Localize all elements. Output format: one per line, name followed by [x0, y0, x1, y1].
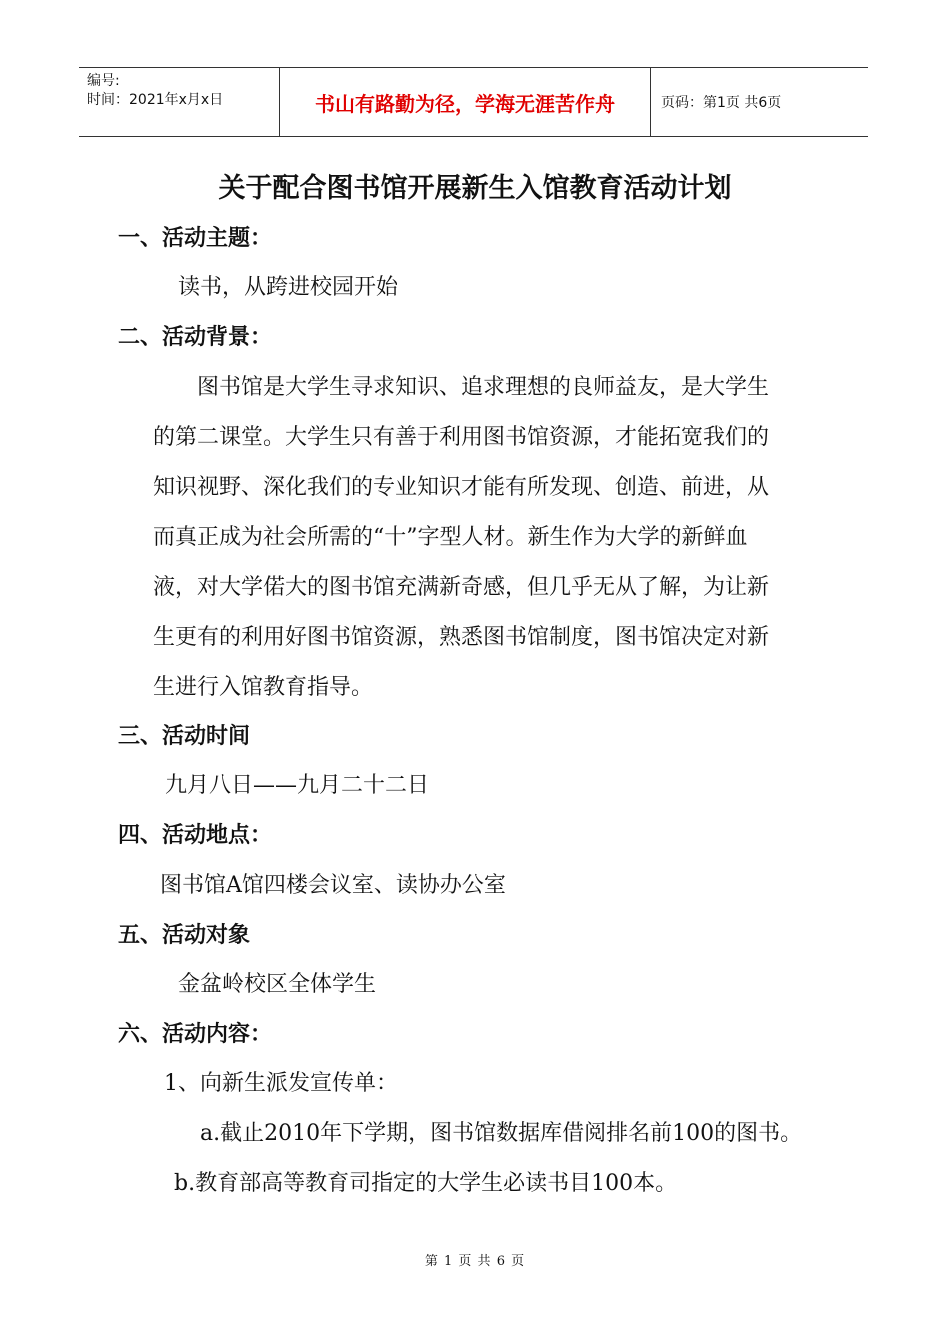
page-header [79, 67, 868, 137]
document-number-label: 编号: [87, 73, 120, 89]
content-item-1: 1、向新生派发宣传单： [164, 1071, 398, 1096]
document-time-label: 时间：2021年x月x日 [87, 92, 224, 108]
content-item-a: a.截止2010年下学期，图书馆数据库借阅排名前100的图书。 [200, 1121, 803, 1146]
paragraph-line: 而真正成为社会所需的“十”字型人材。新生作为大学的新鲜血 [153, 525, 748, 550]
header-page-info: 页码：第1页 共6页 [661, 95, 782, 111]
paragraph-line: 的第二课堂。大学生只有善于利用图书馆资源，才能拓宽我们的 [153, 425, 770, 450]
paragraph-line: 生进行入馆教育指导。 [153, 675, 374, 700]
header-motto: 书山有路勤为径，学海无涯苦作舟 [315, 91, 615, 116]
header-meta [79, 68, 280, 136]
paragraph-line: 知识视野、深化我们的专业知识才能有所发现、创造、前进，从 [153, 475, 770, 500]
section-heading-content: 六、活动内容： [118, 1022, 273, 1047]
section-heading-location: 四、活动地点： [118, 823, 273, 848]
paragraph-line: 液，对大学偌大的图书馆充满新奇感，但几乎无从了解，为让新 [153, 575, 770, 600]
section-heading-theme: 一、活动主题： [118, 226, 273, 251]
section-body-location: 图书馆A馆四楼会议室、读协办公室 [160, 873, 506, 898]
header-motto-cell [280, 68, 651, 136]
section-body-theme: 读书，从跨进校园开始 [178, 275, 399, 300]
section-heading-background: 二、活动背景： [118, 325, 273, 350]
section-heading-audience: 五、活动对象 [118, 923, 251, 948]
paragraph-line: 图书馆是大学生寻求知识、追求理想的良师益友，是大学生 [153, 375, 770, 400]
document-title: 关于配合图书馆开展新生入馆教育活动计划 [218, 173, 732, 204]
background-paragraph [153, 363, 833, 713]
section-body-audience: 金盆岭校区全体学生 [178, 972, 377, 997]
paragraph-line: 生更有的利用好图书馆资源，熟悉图书馆制度，图书馆决定对新 [153, 625, 770, 650]
section-heading-time: 三、活动时间 [118, 724, 251, 749]
content-item-b: b.教育部高等教育司指定的大学生必读书目100本。 [174, 1171, 678, 1196]
section-body-time: 九月八日——九月二十二日 [165, 773, 430, 798]
page-footer: 第 1 页 共 6 页 [424, 1254, 526, 1269]
